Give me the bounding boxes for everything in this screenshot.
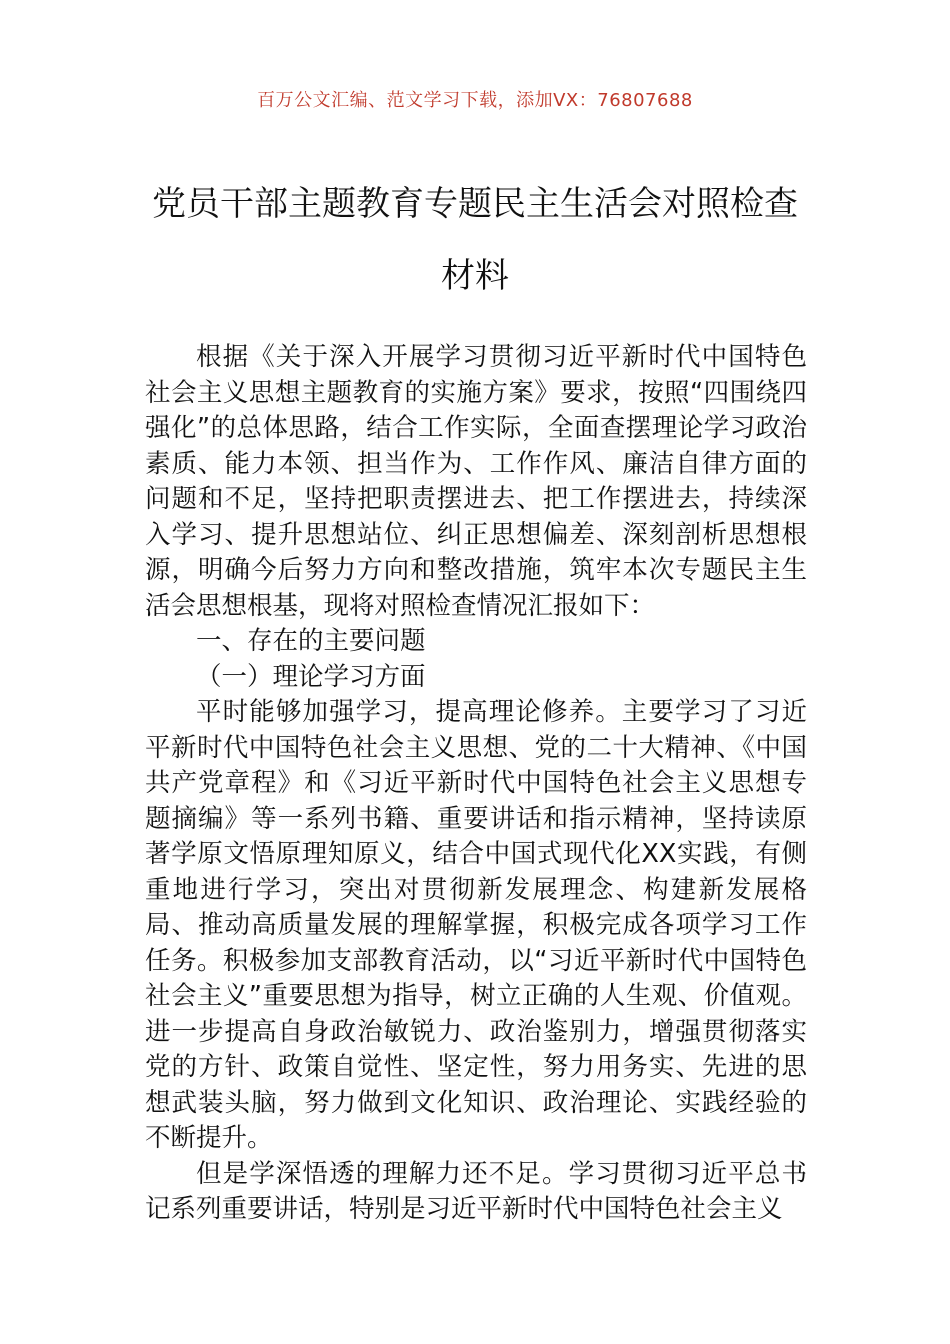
paragraph-intro: 根据《关于深入开展学习贯彻习近平新时代中国特色社会主义思想主题教育的实施方案》要求，按照“四围绕四强化”的总体思路，结合工作实际，全面查摆理论学习政治素质、能力本领、担当作为、工作作风、廉洁自律方面的问题和不足，坚持把职责摆进去、把工作摆进去，持续深入学习、提升思想站位、纠正思想偏差、深刻剖析思想根源，明确今后努力方向和整改措施，筑牢本次专题民主生活会思想根基，现将对照检查情况汇报如下： <box>145 342 807 621</box>
document-body <box>145 340 807 1228</box>
download-notice: 百万公文汇编、范文学习下载，添加VX：76807688 <box>257 90 693 111</box>
paragraph-shortcoming: 但是学深悟透的理解力还不足。学习贯彻习近平总书记系列重要讲话，特别是习近平新时代中国特色社会主义 <box>145 1158 807 1224</box>
subsection-heading: （一）理论学习方面 <box>196 661 426 692</box>
section-heading: 一、存在的主要问题 <box>196 626 426 656</box>
document-title: 党员干部主题教育专题民主生活会对照检查材料 <box>152 184 798 296</box>
paragraph-study: 平时能够加强学习，提高理论修养。主要学习了习近平新时代中国特色社会主义思想、党的二十大精神、《中国共产党章程》和《习近平新时代中国特色社会主义思想专题摘编》等一系列书籍、重要讲话和指示精神，坚持读原著学原文悟原理知原义，结合中国式现代化XX实践，有侧重地进行学习，突出对贯彻新发展理念、构建新发展格局、推动高质量发展的理解掌握，积极完成各项学习工作任务。积极参加支部教育活动，以“习近平新时代中国特色社会主义”重要思想为指导，树立正确的人生观、价值观。进一步提高自身政治敏锐力、政治鉴别力，增强贯彻落实党的方针、政策自觉性、坚定性，努力用务实、先进的思想武装头脑，努力做到文化知识、政治理论、实践经验的不断提升。 <box>145 697 807 1153</box>
